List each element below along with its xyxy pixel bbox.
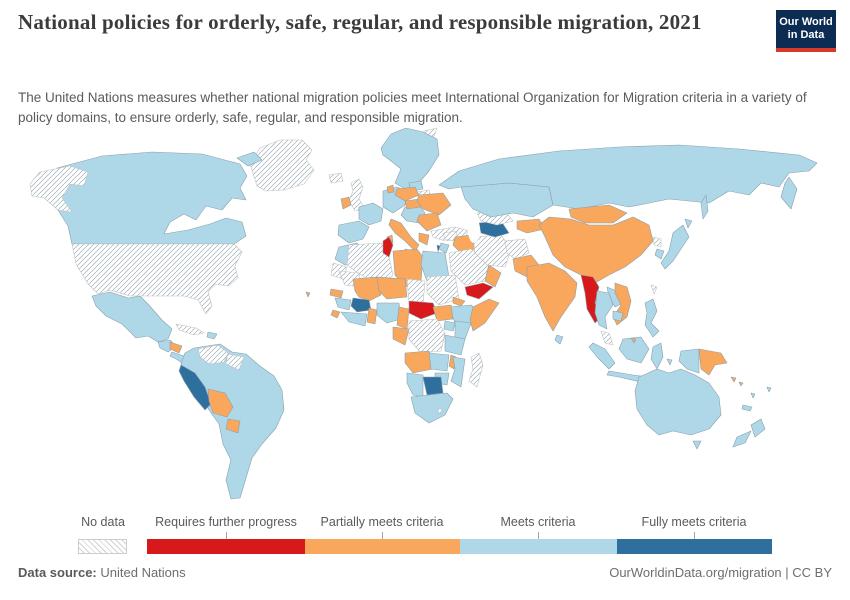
country-greece[interactable] xyxy=(419,233,429,245)
country-liberia-ivory-ghana[interactable] xyxy=(341,312,367,326)
country-ireland[interactable] xyxy=(341,197,351,209)
country-mali[interactable] xyxy=(353,277,381,301)
footer xyxy=(18,565,832,587)
country-caribbean-island[interactable] xyxy=(306,292,310,297)
country-taiwan[interactable] xyxy=(651,285,657,294)
country-south-sudan[interactable] xyxy=(433,305,453,321)
country-honduras[interactable] xyxy=(170,342,182,353)
country-guinea[interactable] xyxy=(335,298,351,310)
country-new-zealand-north[interactable] xyxy=(751,419,765,437)
country-benin-togo[interactable] xyxy=(367,308,377,324)
country-denmark[interactable] xyxy=(387,185,394,193)
country-new-zealand-south[interactable] xyxy=(733,431,751,447)
country-south-korea[interactable] xyxy=(655,249,664,259)
legend-swatch-partial[interactable] xyxy=(305,539,460,554)
data-source-value: United Nations xyxy=(100,565,186,580)
legend-tick xyxy=(382,532,383,539)
legend-tick xyxy=(226,532,227,539)
country-scandinavia[interactable] xyxy=(381,128,439,189)
legend-label-partial: Partially meets criteria xyxy=(320,515,444,529)
country-italy[interactable] xyxy=(389,219,419,251)
country-iceland[interactable] xyxy=(329,173,343,183)
country-senegal[interactable] xyxy=(330,289,343,298)
legend-swatch-no-data[interactable] xyxy=(78,539,127,554)
country-malaysia[interactable] xyxy=(601,331,613,345)
country-drc[interactable] xyxy=(409,319,445,353)
chart-title: National policies for orderly, safe, regular, and responsible migration, 2021 xyxy=(18,10,702,34)
country-cambodia[interactable] xyxy=(613,311,623,321)
country-sierra-leone[interactable] xyxy=(331,310,340,318)
data-source xyxy=(18,565,186,587)
country-romania-bulgaria[interactable] xyxy=(417,213,441,231)
owid-logo-line1: Our World xyxy=(779,16,833,28)
legend-label-meets: Meets criteria xyxy=(500,515,576,529)
country-vanuatu[interactable] xyxy=(751,393,755,398)
country-north-korea[interactable] xyxy=(653,237,661,247)
country-new-caledonia[interactable] xyxy=(742,405,752,411)
country-hokkaido[interactable] xyxy=(685,219,692,228)
legend-label-no-data: No data xyxy=(81,515,125,529)
legend-label-requires: Requires further progress xyxy=(155,515,297,529)
country-greenland[interactable] xyxy=(250,140,314,191)
country-solomon-islands[interactable] xyxy=(731,377,736,382)
country-madagascar[interactable] xyxy=(469,353,483,387)
caspian-sea xyxy=(468,217,480,243)
country-canada[interactable] xyxy=(57,152,247,244)
country-japan[interactable] xyxy=(661,225,689,269)
country-cameroon[interactable] xyxy=(397,307,409,329)
country-philippines[interactable] xyxy=(645,299,659,337)
country-botswana[interactable] xyxy=(423,377,443,395)
country-sulawesi[interactable] xyxy=(651,343,663,369)
country-somalia[interactable] xyxy=(470,299,499,331)
legend-tick xyxy=(694,532,695,539)
country-namibia[interactable] xyxy=(407,373,423,397)
country-sri-lanka[interactable] xyxy=(555,335,563,344)
legend-swatch-fully[interactable] xyxy=(617,539,772,554)
data-source-label: Data source: xyxy=(18,565,97,580)
country-kazakhstan[interactable] xyxy=(461,183,553,217)
country-gabon-congo[interactable] xyxy=(393,327,409,345)
legend-label-fully: Fully meets criteria xyxy=(641,515,747,529)
country-cuba[interactable] xyxy=(176,324,204,335)
legend-swatch-meets[interactable] xyxy=(460,539,617,554)
legend-swatch-requires[interactable] xyxy=(147,539,305,554)
owid-logo-line2: in Data xyxy=(787,29,825,41)
country-mexico[interactable] xyxy=(92,292,172,342)
country-south-africa[interactable] xyxy=(411,393,453,423)
country-moluccas[interactable] xyxy=(667,359,672,365)
owid-link[interactable]: OurWorldinData.org/migration | CC BY xyxy=(609,565,832,580)
owid-logo[interactable] xyxy=(776,10,836,52)
country-niger[interactable] xyxy=(377,277,407,299)
country-hispaniola[interactable] xyxy=(207,332,217,339)
country-thailand[interactable] xyxy=(595,291,613,329)
legend-tick xyxy=(538,532,539,539)
country-uganda[interactable] xyxy=(444,321,455,331)
country-zambia[interactable] xyxy=(429,353,449,371)
country-australia[interactable] xyxy=(635,369,721,435)
country-central-african-republic[interactable] xyxy=(409,301,437,319)
country-india[interactable] xyxy=(527,263,577,331)
country-sumatra[interactable] xyxy=(589,343,615,369)
country-iberia[interactable] xyxy=(338,221,369,243)
country-tasmania[interactable] xyxy=(693,441,701,449)
country-france[interactable] xyxy=(359,203,383,225)
chart-subtitle: The United Nations measures whether national migration policies meet International Organization for Migration criteria in a variety of policy domains, to ensure orderly, safe, regular, and responsible migration. xyxy=(18,90,807,125)
world-map[interactable] xyxy=(12,126,838,508)
country-solomon-islands[interactable] xyxy=(739,382,743,386)
country-papua-new-guinea[interactable] xyxy=(699,349,727,375)
country-angola[interactable] xyxy=(405,351,433,373)
country-burkina-faso[interactable] xyxy=(351,298,371,312)
map-legend xyxy=(0,513,850,553)
country-kenya[interactable] xyxy=(455,321,471,339)
country-kamchatka[interactable] xyxy=(781,177,797,209)
country-yemen[interactable] xyxy=(465,283,493,299)
country-fiji[interactable] xyxy=(767,387,771,392)
country-jordan[interactable] xyxy=(439,243,449,253)
